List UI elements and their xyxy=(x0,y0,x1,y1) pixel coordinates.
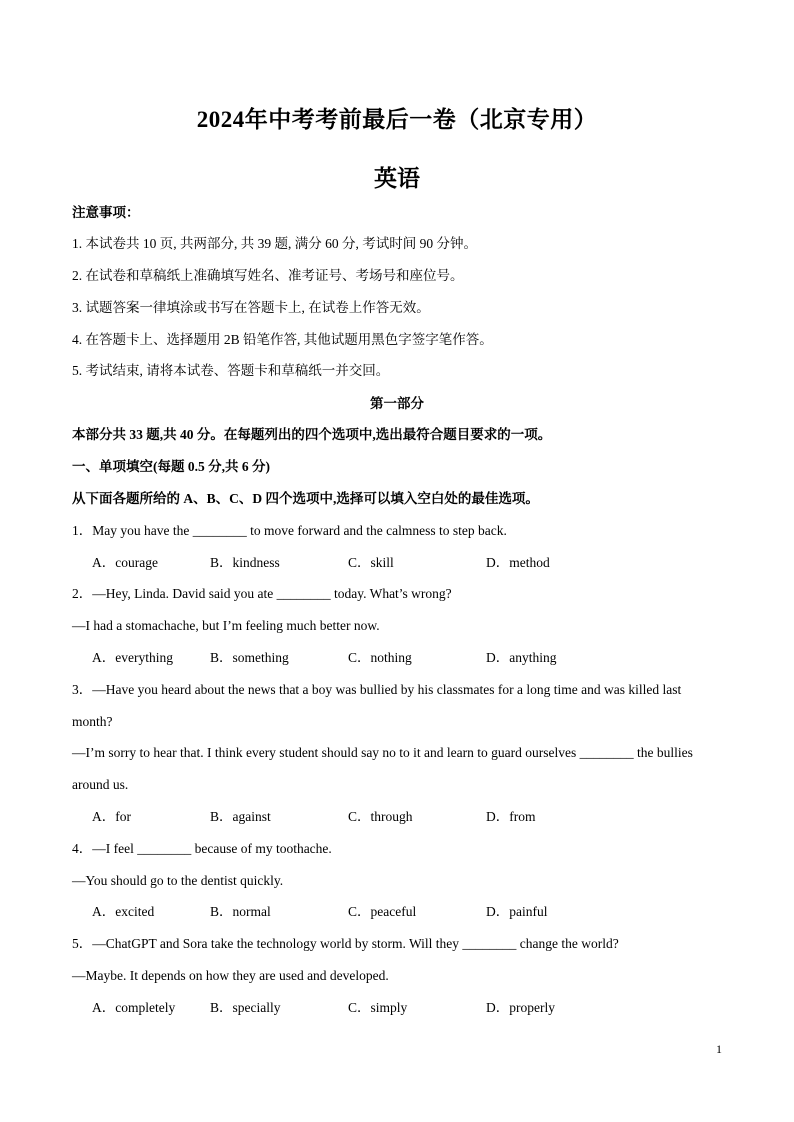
section-title: 一、单项填空(每题 0.5 分,共 6 分) xyxy=(72,459,270,474)
question-3-reply: —I’m sorry to hear that. I think every student should say no to it and learn to guard ourselves ________ the bullies xyxy=(72,745,693,760)
notice-item-5: 5. 考试结束, 请将本试卷、答题卡和草稿纸一并交回。 xyxy=(72,363,390,378)
option-a: A．excited xyxy=(92,904,155,919)
question-4-stem: 4．—I feel ________ because of my toothache. xyxy=(72,841,332,856)
notice-item-1: 1. 本试卷共 10 页, 共两部分, 共 39 题, 满分 60 分, 考试时间 90 分钟。 xyxy=(72,236,477,251)
question-2-reply: —I had a stomachache, but I’m feeling much better now. xyxy=(72,618,380,633)
page-number: 1 xyxy=(716,1042,722,1056)
question-2-stem: 2．—Hey, Linda. David said you ate ________ today. What’s wrong? xyxy=(72,586,452,601)
option-c: C．nothing xyxy=(348,650,412,665)
question-3-options xyxy=(92,808,652,826)
option-c: C．through xyxy=(348,809,413,824)
option-d: D．painful xyxy=(486,904,548,919)
notice-item-4: 4. 在答题卡上、选择题用 2B 铅笔作答, 其他试题用黑色字签字笔作答。 xyxy=(72,332,493,347)
option-b: B．kindness xyxy=(210,555,280,570)
option-b: B．specially xyxy=(210,1000,281,1015)
option-b: B．something xyxy=(210,650,289,665)
question-5-options xyxy=(92,999,652,1017)
notice-heading: 注意事项： xyxy=(72,205,140,220)
option-d: D．anything xyxy=(486,650,557,665)
question-3-stem-cont: month? xyxy=(72,714,113,729)
option-a: A．everything xyxy=(92,650,173,665)
question-4-reply: —You should go to the dentist quickly. xyxy=(72,873,284,888)
option-a: A．for xyxy=(92,809,131,824)
subject-title: 英语 xyxy=(374,166,420,191)
question-4-options xyxy=(92,903,652,921)
notice-item-2: 2. 在试卷和草稿纸上准确填写姓名、准考证号、考场号和座位号。 xyxy=(72,268,464,283)
option-d: D．properly xyxy=(486,1000,555,1015)
part-heading: 第一部分 xyxy=(370,396,424,411)
question-3-reply-cont: around us. xyxy=(72,777,129,792)
exam-title: 2024年中考考前最后一卷（北京专用） xyxy=(196,107,598,132)
option-c: C．simply xyxy=(348,1000,408,1015)
option-a: A．completely xyxy=(92,1000,176,1015)
question-1-options xyxy=(92,554,652,572)
question-1-stem: 1．May you have the ________ to move forward and the calmness to step back. xyxy=(72,523,507,538)
section-instruction: 从下面各题所给的 A、B、C、D 四个选项中,选择可以填入空白处的最佳选项。 xyxy=(72,491,539,506)
option-b: B．normal xyxy=(210,904,271,919)
question-5-reply: —Maybe. It depends on how they are used and developed. xyxy=(72,968,389,983)
option-a: A．courage xyxy=(92,555,158,570)
part-intro: 本部分共 33 题,共 40 分。在每题列出的四个选项中,选出最符合题目要求的一项。 xyxy=(72,427,552,442)
question-3-stem: 3．—Have you heard about the news that a boy was bullied by his classmates for a long time and was killed last xyxy=(72,682,682,697)
option-d: D．from xyxy=(486,809,536,824)
option-b: B．against xyxy=(210,809,271,824)
question-5-stem: 5．—ChatGPT and Sora take the technology world by storm. Will they ________ change the world? xyxy=(72,936,619,951)
option-c: C．peaceful xyxy=(348,904,417,919)
option-d: D．method xyxy=(486,555,550,570)
option-c: C．skill xyxy=(348,555,394,570)
question-2-options xyxy=(92,649,652,667)
notice-item-3: 3. 试题答案一律填涂或书写在答题卡上, 在试卷上作答无效。 xyxy=(72,300,430,315)
